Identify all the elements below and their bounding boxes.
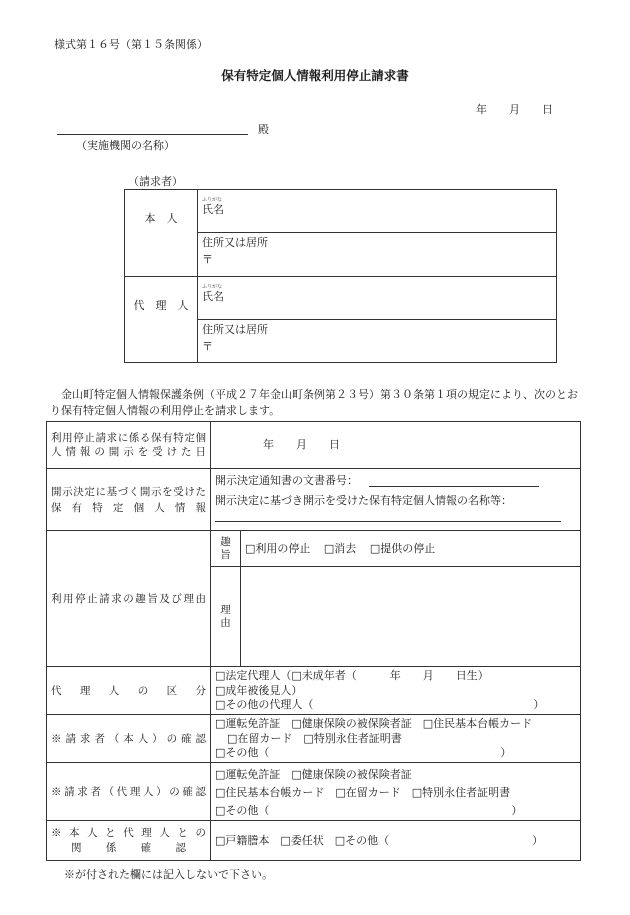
agent-label: 代 理 人 bbox=[133, 298, 189, 312]
agent-category-field[interactable] bbox=[211, 667, 581, 715]
agency-label: （実施機関の名称） bbox=[76, 139, 175, 152]
agent-category-label: 代理人の区分 bbox=[51, 684, 206, 697]
disclosure-date-field[interactable] bbox=[211, 422, 581, 469]
agent-verification-line3[interactable]: □その他（ ） bbox=[215, 804, 523, 817]
purpose-sub-cell bbox=[211, 531, 241, 567]
name-label: 氏名 bbox=[202, 203, 224, 216]
address-label: 住所又は居所 bbox=[202, 323, 268, 336]
relationship-label-cell bbox=[47, 821, 211, 861]
info-name-line[interactable] bbox=[215, 521, 561, 522]
agent-category-line3[interactable]: □その他の代理人（ ） bbox=[215, 698, 545, 711]
self-verification-field[interactable] bbox=[211, 715, 581, 763]
info-name-label: 開示決定に基づき開示を受けた保有特定個人情報の名称等： bbox=[215, 494, 512, 507]
reason-sub-label: 理由 bbox=[220, 603, 231, 629]
furigana-label: ふりがな bbox=[202, 284, 223, 290]
relationship-label-1: ※本人と代理人との bbox=[51, 826, 206, 839]
agent-verification-line1[interactable]: □運転免許証 □健康保険の被保険者証 bbox=[215, 768, 412, 781]
agent-category-label-cell bbox=[47, 667, 211, 715]
postal-mark: 〒 bbox=[202, 340, 213, 353]
disclosure-date-label-cell bbox=[47, 422, 211, 469]
agent-verification-label: ※請求者（代理人）の確認 bbox=[51, 785, 206, 798]
agency-name-line[interactable] bbox=[57, 134, 248, 135]
option-stop-use[interactable]: □利用の停止 bbox=[245, 541, 311, 555]
doc-number-label: 開示決定通知書の文書番号： bbox=[215, 474, 358, 487]
intro-text: 金山町特定個人情報保護条例（平成２７年金山町条例第２３号）第３０条第１項の規定により、次のとおり保有特定個人情報の利用停止を請求します。 bbox=[50, 388, 578, 417]
disclosed-info-label-cell bbox=[47, 469, 211, 531]
date-field[interactable]: 年 月 日 bbox=[476, 103, 553, 116]
name-label: 氏名 bbox=[202, 290, 224, 303]
address-label: 住所又は居所 bbox=[202, 236, 268, 249]
footnote: ※が付された欄には記入しないで下さい。 bbox=[64, 868, 273, 881]
requester-table bbox=[124, 189, 557, 363]
page-title: 保有特定個人情報利用停止請求書 bbox=[221, 68, 409, 83]
reason-sub-cell bbox=[211, 567, 241, 667]
postal-mark: 〒 bbox=[202, 253, 213, 266]
agent-name-field[interactable] bbox=[198, 277, 557, 320]
self-address-field[interactable] bbox=[198, 233, 557, 277]
request-table bbox=[46, 421, 581, 861]
doc-number-line[interactable] bbox=[369, 486, 539, 487]
addressee-suffix: 殿 bbox=[258, 123, 269, 136]
option-stop-provision[interactable]: □提供の停止 bbox=[369, 541, 436, 555]
self-verification-line1[interactable]: □運転免許証 □健康保険の被保険者証 □住民基本台帳カード bbox=[215, 717, 533, 730]
disclosed-info-label: 開示決定に基づく開示を受けた保有特定個人情報 bbox=[51, 485, 206, 514]
self-verification-line2[interactable]: □在留カード □特別永住者証明書 bbox=[227, 731, 402, 745]
agent-address-field[interactable] bbox=[198, 320, 557, 363]
relationship-field[interactable] bbox=[211, 821, 581, 861]
form-number: 様式第１６号（第１５条関係） bbox=[54, 38, 208, 51]
option-erase[interactable]: □消去 bbox=[323, 541, 357, 555]
agent-category-line1[interactable]: □法定代理人（□未成年者（ 年 月 日生） bbox=[215, 669, 489, 682]
agent-verification-field[interactable] bbox=[211, 763, 581, 821]
furigana-label: ふりがな bbox=[202, 197, 223, 203]
relationship-options[interactable]: □戸籍謄本 □委任状 □その他（ ） bbox=[215, 833, 544, 847]
agent-verification-line2[interactable]: □住民基本台帳カード □在留カード □特別永住者証明書 bbox=[215, 786, 511, 799]
disclosure-date-value: 年 月 日 bbox=[263, 438, 340, 451]
purpose-label: 利用停止請求の趣旨及び理由 bbox=[51, 592, 206, 605]
self-verification-line3[interactable]: □その他（ ） bbox=[215, 746, 512, 759]
agent-verification-label-cell bbox=[47, 763, 211, 821]
self-verification-label: ※請求者（本人）の確認 bbox=[51, 732, 206, 745]
requester-label: （請求者） bbox=[128, 175, 183, 188]
relationship-label-2: 関係確認 bbox=[71, 841, 186, 854]
disclosed-info-field[interactable] bbox=[211, 469, 581, 531]
self-cell bbox=[125, 190, 198, 277]
self-name-field[interactable] bbox=[198, 190, 557, 233]
agent-cell bbox=[125, 277, 198, 363]
purpose-label-cell bbox=[47, 531, 211, 667]
self-verification-label-cell bbox=[47, 715, 211, 763]
disclosure-date-label: 利用停止請求に係る保有特定個人情報の開示を受けた日 bbox=[51, 432, 206, 458]
purpose-sub-label: 趣旨 bbox=[220, 535, 231, 561]
self-label: 本 人 bbox=[144, 212, 178, 225]
reason-field[interactable] bbox=[241, 567, 581, 667]
agent-category-line2[interactable]: □成年被後見人） bbox=[215, 683, 303, 697]
purpose-options[interactable] bbox=[241, 531, 581, 567]
